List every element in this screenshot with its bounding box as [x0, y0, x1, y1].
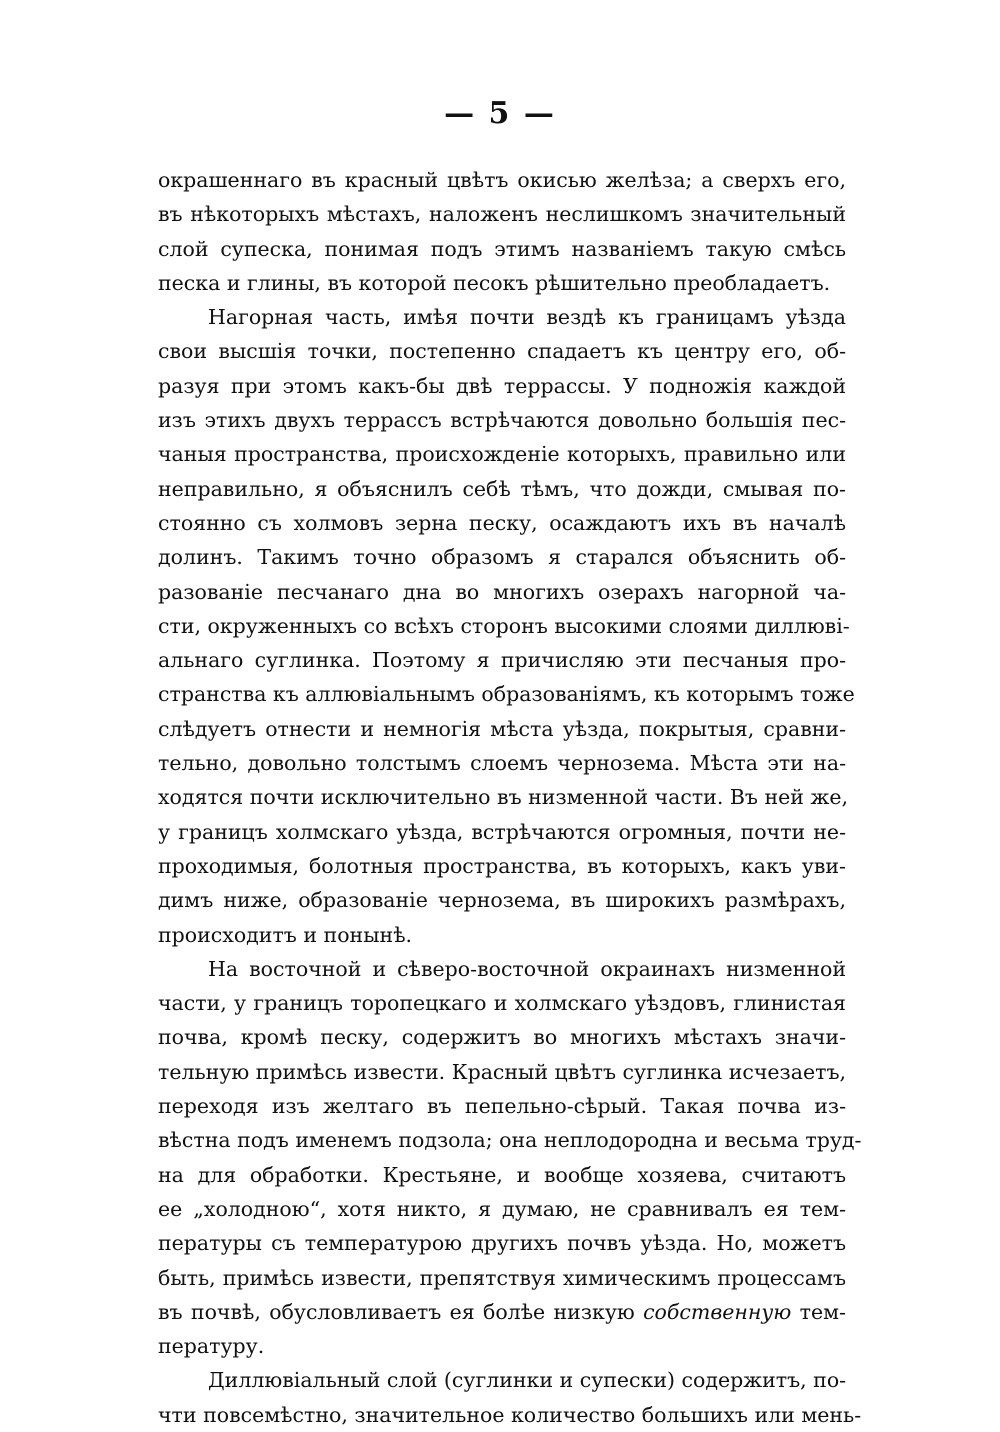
text-line: быть, примѣсь извести, препятствуя химическимъ процессамъ: [158, 1265, 846, 1290]
text-line: слѣдуетъ отнести и немногія мѣста уѣзда, покрытыя, сравни-: [158, 716, 846, 741]
text-line: окрашеннаго въ красный цвѣтъ окисью желѣза; а сверхъ его,: [158, 168, 846, 192]
text-line: неправильно, я объяснилъ себѣ тѣмъ, что дожди, смывая по-: [158, 476, 846, 501]
text-line: тельно, довольно толстымъ слоемъ чернозема. Мѣста эти на-: [158, 751, 846, 776]
text-line: въ нѣкоторыхъ мѣстахъ, наложенъ неслишкомъ значительный: [158, 202, 846, 227]
text-line: На восточной и сѣверо-восточной окраинахъ низменной: [208, 956, 846, 981]
text-line: песка и глины, въ которой песокъ рѣшительно преобладаетъ.: [158, 270, 831, 295]
text-line: ходятся почти исключительно въ низменной части. Въ ней же,: [158, 785, 848, 810]
text-line: проходимыя, болотныя пространства, въ которыхъ, какъ уви-: [158, 853, 846, 878]
page-number: — 5 —: [444, 96, 556, 131]
text-line: чти повсемѣстно, значительное количество большихъ или мень-: [158, 1402, 862, 1427]
text-line: димъ ниже, образованіе чернозема, въ широкихъ размѣрахъ,: [158, 888, 846, 913]
paragraph: [158, 300, 855, 952]
text-line: въ почвѣ, обусловливаетъ ея болѣе низкую собственную тем-: [158, 1299, 846, 1324]
text-line: части, у границъ торопецкаго и холмскаго уѣздовъ, глинистая: [158, 991, 846, 1016]
text-line: сти, окруженныхъ со всѣхъ сторонъ высокими слоями диллюві-: [158, 613, 850, 638]
body-text: [158, 163, 862, 1432]
text-line: слой супеска, понимая подъ этимъ названіемъ такую смѣсь: [158, 236, 846, 261]
text-line: у границъ холмскаго уѣзда, встрѣчаются огромныя, почти не-: [158, 819, 846, 844]
text-line: переходя изъ желтаго въ пепельно-сѣрый. Такая почва из-: [158, 1094, 846, 1119]
text-line: разуя при этомъ какъ-бы двѣ террассы. У подножія каждой: [158, 373, 846, 398]
text-line: тельную примѣсь извести. Красный цвѣтъ суглинка исчезаетъ,: [158, 1059, 846, 1084]
paragraph: [158, 1363, 862, 1432]
text-line: Нагорная часть, имѣя почти вездѣ къ границамъ уѣзда: [208, 305, 846, 330]
text-line: долинъ. Такимъ точно образомъ я старался объяснить об-: [158, 545, 846, 570]
emphasized-word: собственную: [643, 1299, 792, 1324]
text-line: почва, кромѣ песку, содержитъ во многихъ мѣстахъ значи-: [158, 1025, 846, 1050]
text-line: чаныя пространства, происхожденіе которыхъ, правильно или: [158, 442, 846, 467]
text-line: вѣстна подъ именемъ подзола; она неплодородна и весьма труд-: [158, 1128, 862, 1153]
text-line: разованіе песчанаго дна во многихъ озерахъ нагорной ча-: [158, 579, 846, 604]
text-line: ее „холодною“, хотя никто, я думаю, не сравнивалъ ея тем-: [158, 1196, 846, 1221]
text-line: изъ этихъ двухъ террассъ встрѣчаются довольно большія пес-: [158, 408, 846, 433]
paragraph: [158, 952, 862, 1364]
paragraph: [158, 163, 846, 300]
text-line: пературу.: [158, 1334, 265, 1359]
text-line: Диллювіальный слой (суглинки и супески) содержитъ, по-: [208, 1368, 847, 1393]
text-line: свои высшія точки, постепенно спадаетъ къ центру его, об-: [158, 339, 846, 364]
text-line: пературы съ температурою другихъ почвъ уѣзда. Но, можетъ: [158, 1231, 846, 1256]
text-line: альнаго суглинка. Поэтому я причисляю эти песчаныя про-: [158, 648, 846, 673]
text-line: стоянно съ холмовъ зерна песку, осаждаютъ ихъ въ началѣ: [158, 510, 846, 535]
text-line: происходитъ и понынѣ.: [158, 922, 413, 947]
text-line: странства къ аллювіальнымъ образованіямъ, къ которымъ тоже: [158, 682, 855, 707]
text-line: на для обработки. Крестьяне, и вообще хозяева, считаютъ: [158, 1162, 846, 1187]
